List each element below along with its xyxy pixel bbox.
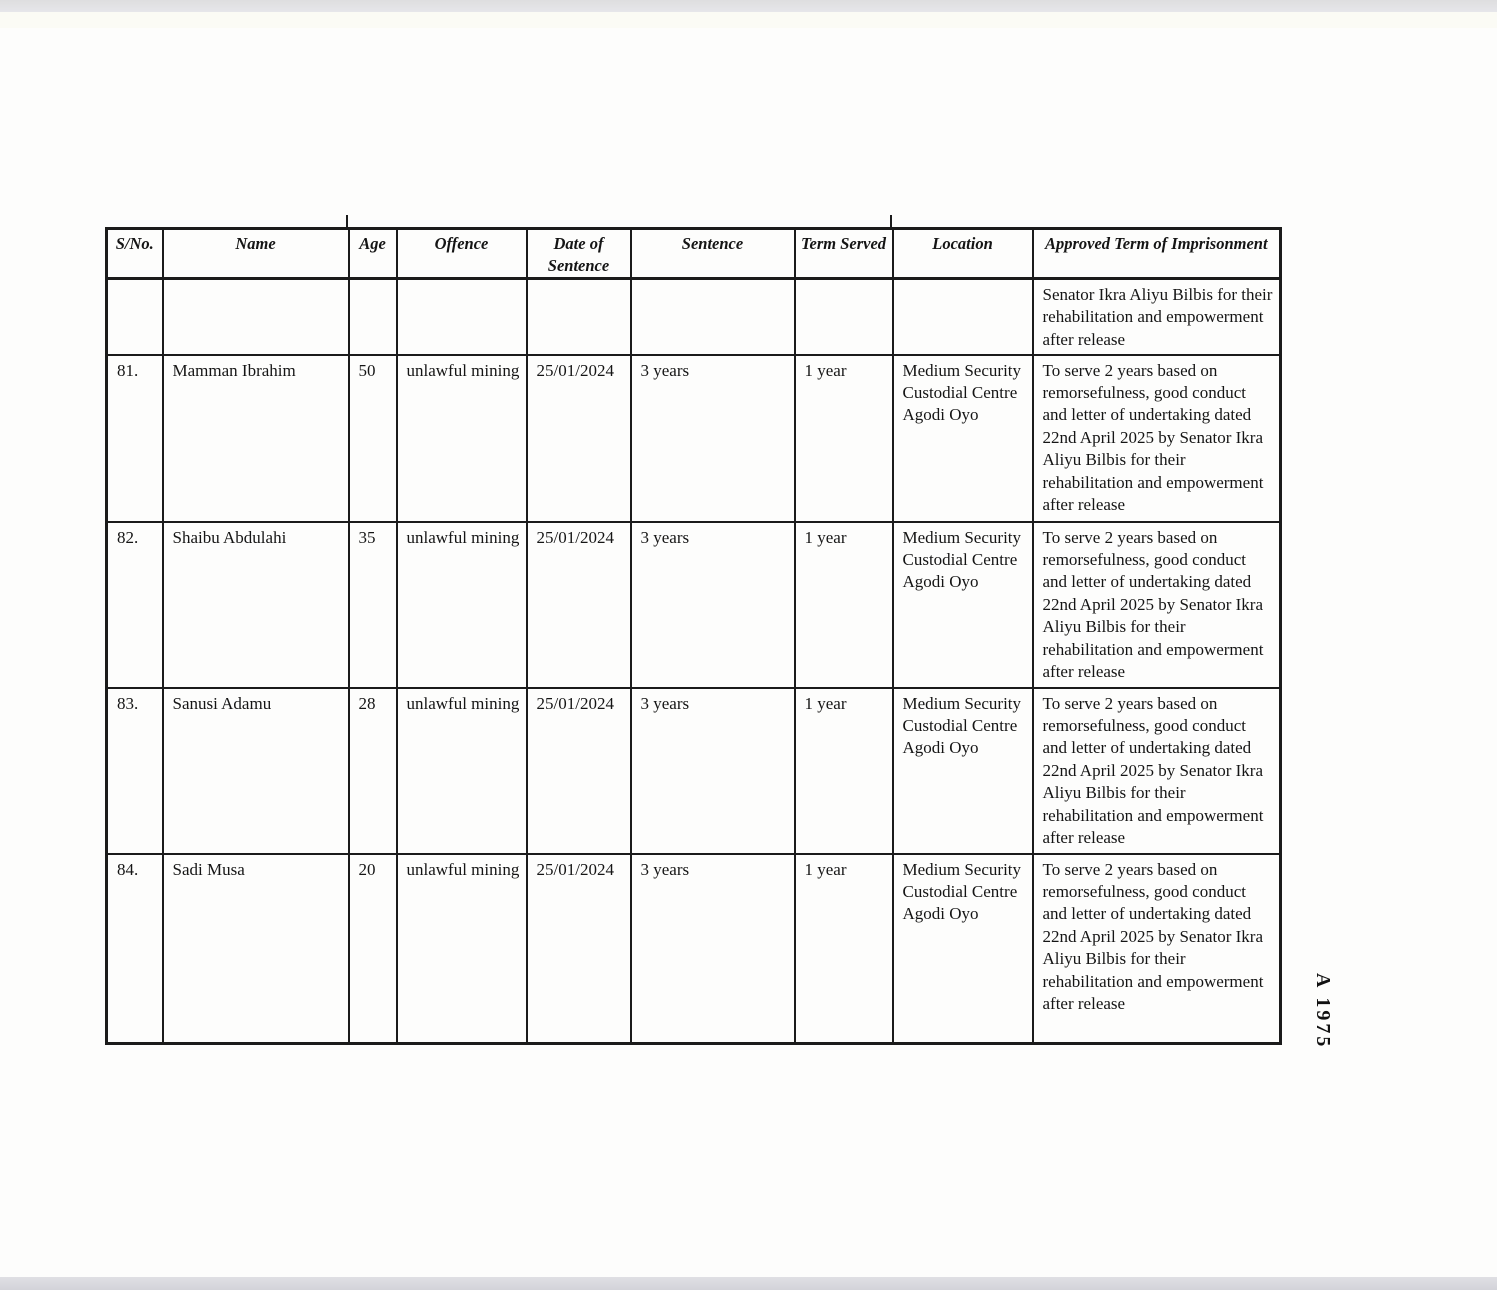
top-edge-band (0, 12, 1497, 28)
scan-artifact-tick (890, 215, 892, 227)
table-body (107, 279, 1281, 1044)
cell-approved-term: Senator Ikra Aliyu Bilbis for their rehabilitation and empowerment after release (1033, 279, 1281, 355)
cell-sno: 81. (107, 355, 163, 522)
header-sentence: Sentence (631, 229, 795, 279)
header-sno: S/No. (107, 229, 163, 279)
header-location: Location (893, 229, 1033, 279)
cell-sno: 83. (107, 688, 163, 854)
cell-name: Sadi Musa (163, 854, 349, 1044)
cell-age: 35 (349, 522, 397, 688)
cell-name: Sanusi Adamu (163, 688, 349, 854)
table-row (107, 522, 1281, 688)
header-approved-term: Approved Term of Imprisonment (1033, 229, 1281, 279)
cell-term-served (795, 279, 893, 355)
cell-age: 50 (349, 355, 397, 522)
cell-offence: unlawful mining (397, 688, 527, 854)
cell-offence: unlawful mining (397, 355, 527, 522)
scan-artifact-tick (346, 215, 348, 227)
cell-approved-term: To serve 2 years based on remorsefulness, good conduct and letter of undertaking dated 22nd April 2025 by Senator Ikra Aliyu Bilbis for their rehabilitation and empowerment after release (1033, 688, 1281, 854)
header-name: Name (163, 229, 349, 279)
header-date-of-sentence: Date of Sentence (527, 229, 631, 279)
cell-sentence: 3 years (631, 522, 795, 688)
cell-approved-term: To serve 2 years based on remorsefulness, good conduct and letter of undertaking dated 22nd April 2025 by Senator Ikra Aliyu Bilbis for their rehabilitation and empowerment after release (1033, 355, 1281, 522)
cell-term-served: 1 year (795, 854, 893, 1044)
cell-date-of-sentence: 25/01/2024 (527, 688, 631, 854)
cell-offence: unlawful mining (397, 522, 527, 688)
cell-age: 20 (349, 854, 397, 1044)
prisoner-release-table (105, 227, 1282, 1045)
table-row (107, 355, 1281, 522)
cell-sentence: 3 years (631, 688, 795, 854)
cell-sentence: 3 years (631, 355, 795, 522)
cell-sentence: 3 years (631, 854, 795, 1044)
cell-term-served: 1 year (795, 522, 893, 688)
cell-date-of-sentence: 25/01/2024 (527, 854, 631, 1044)
cell-sno: 84. (107, 854, 163, 1044)
cell-age (349, 279, 397, 355)
header-age: Age (349, 229, 397, 279)
cell-term-served: 1 year (795, 355, 893, 522)
cell-offence: unlawful mining (397, 854, 527, 1044)
table-row (107, 854, 1281, 1044)
cell-name: Shaibu Abdulahi (163, 522, 349, 688)
cell-age: 28 (349, 688, 397, 854)
cell-date-of-sentence: 25/01/2024 (527, 522, 631, 688)
cell-sno (107, 279, 163, 355)
bottom-edge-strip (0, 1277, 1497, 1290)
cell-location (893, 279, 1033, 355)
cell-term-served: 1 year (795, 688, 893, 854)
table-header-row (107, 229, 1281, 279)
cell-sno: 82. (107, 522, 163, 688)
header-term-served: Term Served (795, 229, 893, 279)
cell-location: Medium Security Custodial Centre Agodi Oyo (893, 522, 1033, 688)
cell-name: Mamman Ibrahim (163, 355, 349, 522)
cell-name (163, 279, 349, 355)
page-number-vertical: A 1975 (1312, 973, 1334, 1050)
cell-location: Medium Security Custodial Centre Agodi Oyo (893, 688, 1033, 854)
cell-sentence (631, 279, 795, 355)
cell-offence (397, 279, 527, 355)
cell-location: Medium Security Custodial Centre Agodi Oyo (893, 355, 1033, 522)
table-row-continuation (107, 279, 1281, 355)
header-offence: Offence (397, 229, 527, 279)
cell-approved-term: To serve 2 years based on remorsefulness, good conduct and letter of undertaking dated 22nd April 2025 by Senator Ikra Aliyu Bilbis for their rehabilitation and empowerment after release (1033, 854, 1281, 1044)
cell-date-of-sentence: 25/01/2024 (527, 355, 631, 522)
cell-date-of-sentence (527, 279, 631, 355)
top-edge-strip (0, 0, 1497, 12)
cell-location: Medium Security Custodial Centre Agodi Oyo (893, 854, 1033, 1044)
table-row (107, 688, 1281, 854)
cell-approved-term: To serve 2 years based on remorsefulness, good conduct and letter of undertaking dated 22nd April 2025 by Senator Ikra Aliyu Bilbis for their rehabilitation and empowerment after release (1033, 522, 1281, 688)
